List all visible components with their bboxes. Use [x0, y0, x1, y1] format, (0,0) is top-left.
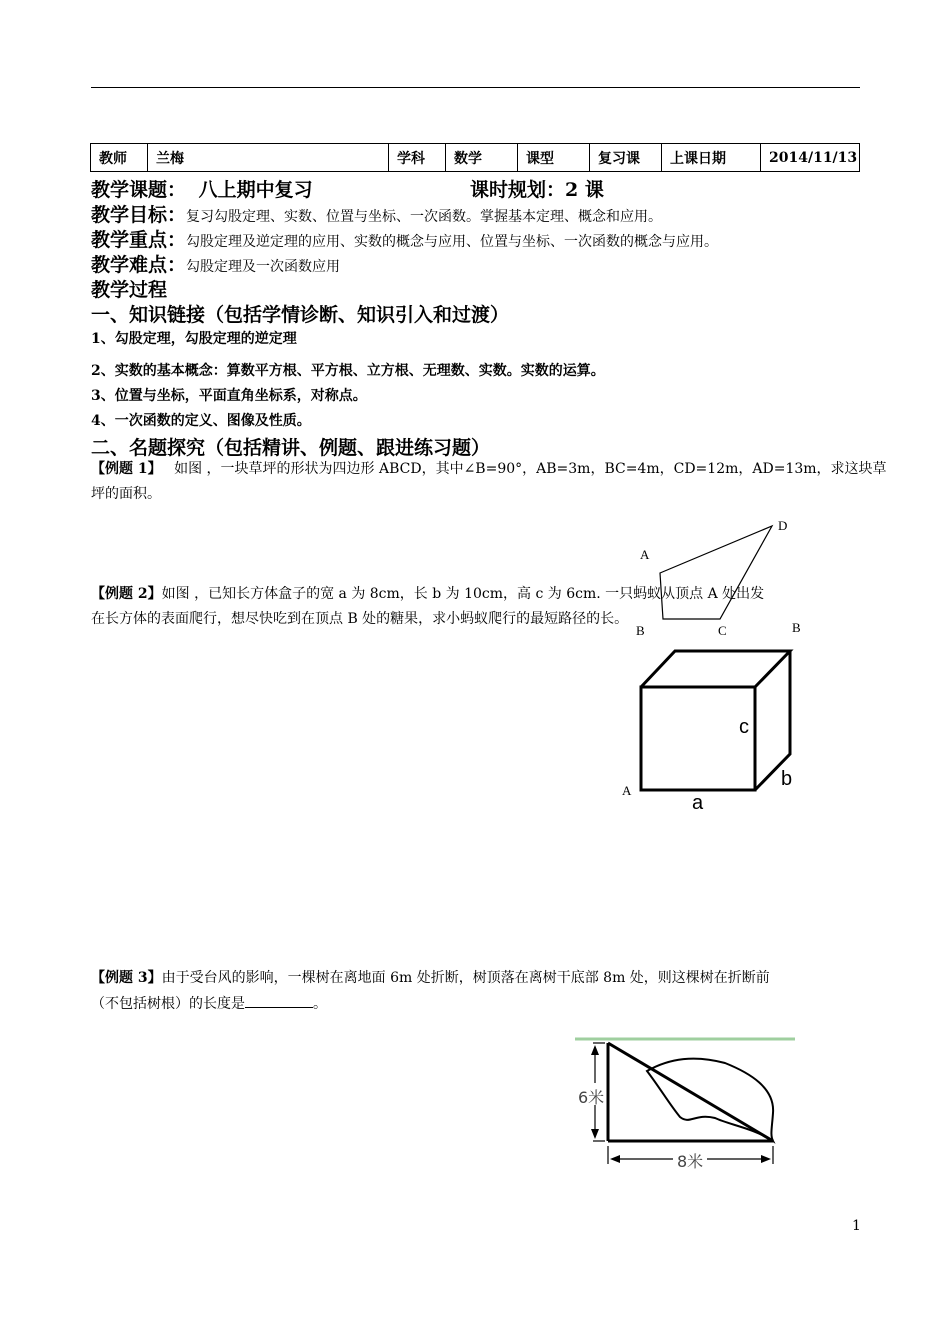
- knowledge-item-2: 2、实数的基本概念：算数平方根、平方根、立方根、无理数、实数。实数的运算。: [91, 363, 605, 379]
- keypoints-text: 勾股定理及逆定理的应用、实数的概念与应用、位置与坐标、一次函数的概念与应用。: [186, 234, 719, 250]
- quad-label-c: C: [718, 623, 727, 638]
- cuboid-label-b: b: [781, 768, 793, 790]
- example2-line2: 在长方体的表面爬行，想尽快吃到在顶点 B 处的糖果，求小蚂蚁爬行的最短路径的长。: [91, 611, 629, 627]
- cuboid-label-c: c: [739, 716, 749, 738]
- cuboid-label-b-vertex: B: [792, 620, 801, 635]
- difficulty-label: 教学难点：: [91, 254, 187, 276]
- knowledge-item-1: 1、勾股定理，勾股定理的逆定理: [91, 331, 297, 347]
- example1-line1: [91, 457, 887, 482]
- topic-label: 教学课题：: [91, 179, 187, 201]
- cuboid-label-a: a: [692, 792, 704, 814]
- difficulty-text: 勾股定理及一次函数应用: [186, 259, 341, 275]
- objective-text: 复习勾股定理、实数、位置与坐标、一次函数。掌握基本定理、概念和应用。: [186, 209, 663, 225]
- objective-label: 教学目标：: [91, 204, 187, 226]
- date-label: 上课日期: [662, 144, 761, 172]
- topic-line: [91, 175, 313, 202]
- answer-blank: [245, 1007, 313, 1008]
- tree-width-label: 8米: [677, 1152, 704, 1171]
- example1-text: 如图 ，一块草坪的形状为四边形 ABCD，其中∠B=90°，AB=3m，BC=4m，CD=12m，AD=13m，求这块草: [174, 461, 887, 477]
- tree-height-label: 6米: [578, 1088, 605, 1107]
- process-heading: 教学过程: [91, 279, 168, 301]
- subject-value: 数学: [446, 144, 518, 172]
- example3-text-post: 。: [313, 996, 327, 1012]
- example2-text: 如图 ，已知长方体盒子的宽 a 为 8cm，长 b 为 10cm，高 c 为 6cm. 一只蚂蚁从顶点 A 处出发: [161, 586, 765, 602]
- knowledge-item-4: 4、一次函数的定义、图像及性质。: [91, 413, 311, 429]
- quad-label-b: B: [636, 623, 645, 638]
- section1-heading: 一、知识链接（包括学情诊断、知识引入和过渡）: [91, 304, 510, 326]
- example1-tag: 【例题 1】: [91, 461, 162, 477]
- section2-heading: 二、名题探究（包括精讲、例题、跟进练习题）: [91, 437, 491, 459]
- teacher-label: 教师: [91, 144, 148, 172]
- example3-text: 由于受台风的影响，一棵树在离地面 6m 处折断，树顶落在离树干底部 8m 处，则这棵树在折断前: [161, 970, 770, 986]
- keypoints-line: [91, 225, 718, 252]
- cuboid-label-a-vertex: A: [622, 783, 632, 798]
- quad-label-d: D: [778, 518, 788, 533]
- example3-tag: 【例题 3】: [91, 970, 162, 986]
- teacher-value: 兰梅: [148, 144, 389, 172]
- example3-line2: [91, 992, 327, 1017]
- type-value: 复习课: [590, 144, 662, 172]
- date-value: 2014/11/13: [761, 144, 860, 172]
- page-number: 1: [852, 1218, 861, 1234]
- lesson-plan: 课时规划：2 课: [470, 179, 604, 201]
- difficulty-line: [91, 250, 340, 277]
- example3-line1: [91, 966, 770, 991]
- example2-tag: 【例题 2】: [91, 586, 162, 602]
- subject-label: 学科: [389, 144, 446, 172]
- quad-label-a: A: [640, 547, 650, 562]
- example3-text-pre: （不包括树根）的长度是: [91, 996, 245, 1012]
- type-label: 课型: [518, 144, 590, 172]
- objective-line: [91, 200, 662, 227]
- example1-line2: 坪的面积。: [91, 486, 161, 502]
- knowledge-item-3: 3、位置与坐标，平面直角坐标系，对称点。: [91, 388, 367, 404]
- lesson-info-table: [90, 143, 860, 172]
- keypoints-label: 教学重点：: [91, 229, 187, 251]
- header-rule: [91, 87, 860, 88]
- topic-value: 八上期中复习: [198, 179, 313, 201]
- example2-line1: [91, 582, 764, 607]
